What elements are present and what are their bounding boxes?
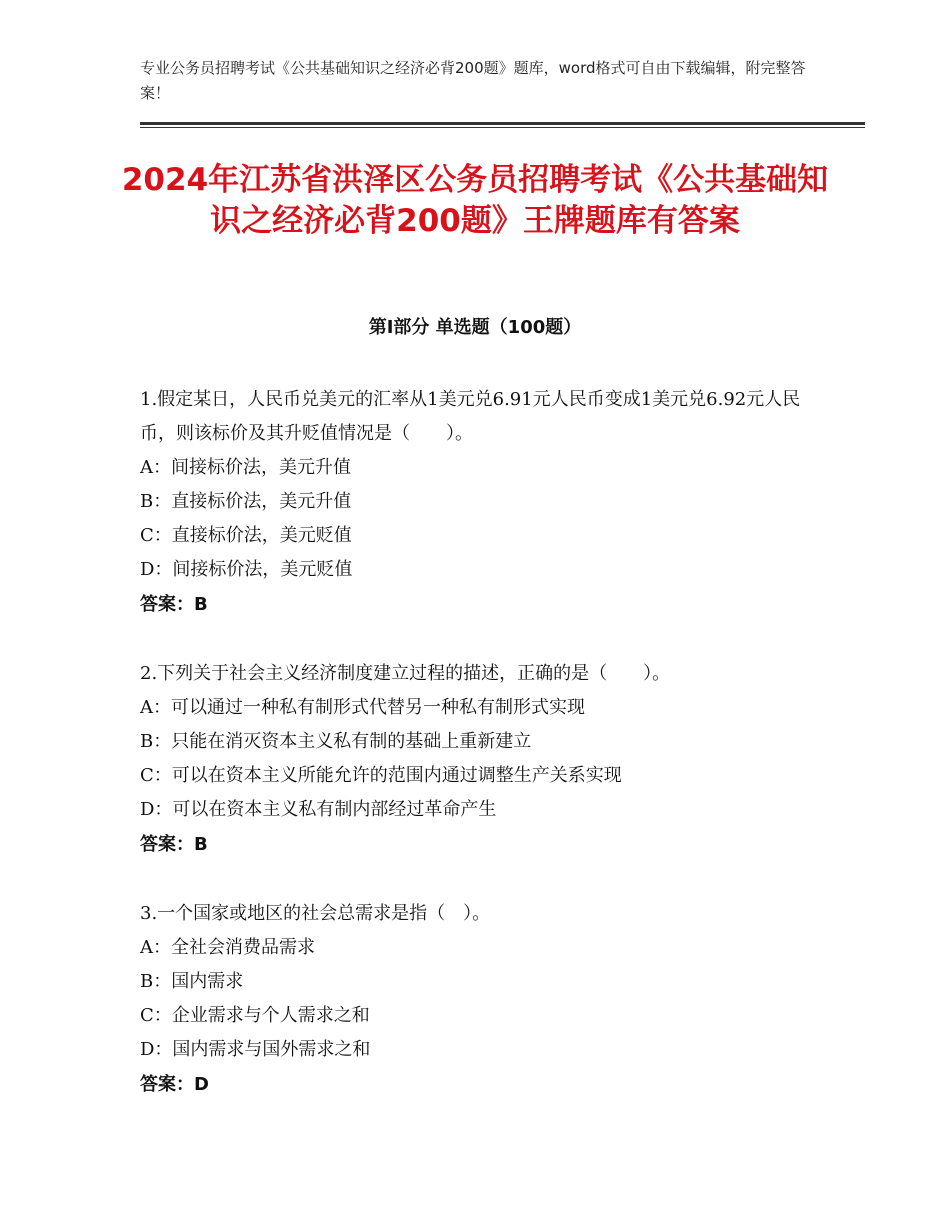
option-d: D：可以在资本主义私有制内部经过革命产生 bbox=[140, 799, 497, 820]
question-stem: 1.假定某日，人民币兑美元的汇率从1美元兑6.91元人民币变成1美元兑6.92元人民币，则该标价及其升贬值情况是（ ）。 bbox=[140, 389, 801, 444]
header-note: 专业公务员招聘考试《公共基础知识之经济必背200题》题库，word格式可自由下载编辑，附完整答案！ bbox=[140, 59, 806, 102]
question-3 bbox=[140, 897, 810, 1103]
question-2 bbox=[140, 657, 810, 863]
option-c: C：可以在资本主义所能允许的范围内通过调整生产关系实现 bbox=[140, 765, 622, 786]
question-1 bbox=[140, 383, 810, 623]
section-title: 第Ⅰ部分 单选题（100题） bbox=[368, 317, 582, 338]
document-title: 2024年江苏省洪泽区公务员招聘考试《公共基础知识之经济必背200题》王牌题库有答案 bbox=[121, 162, 829, 239]
answer: 答案：B bbox=[140, 594, 208, 615]
option-c: C：直接标价法，美元贬值 bbox=[140, 525, 352, 546]
question-stem: 3.一个国家或地区的社会总需求是指（ ）。 bbox=[140, 903, 491, 924]
option-c: C：企业需求与个人需求之和 bbox=[140, 1005, 370, 1026]
option-a: A：间接标价法，美元升值 bbox=[140, 457, 351, 478]
question-list bbox=[140, 383, 810, 1137]
answer: 答案：D bbox=[140, 1074, 209, 1095]
question-stem: 2.下列关于社会主义经济制度建立过程的描述，正确的是（ ）。 bbox=[140, 663, 671, 684]
option-a: A：全社会消费品需求 bbox=[140, 937, 315, 958]
option-d: D：间接标价法，美元贬值 bbox=[140, 559, 353, 580]
option-b: B：国内需求 bbox=[140, 971, 244, 992]
header-divider-thin bbox=[140, 127, 865, 128]
option-b: B：只能在消灭资本主义私有制的基础上重新建立 bbox=[140, 731, 532, 752]
option-a: A：可以通过一种私有制形式代替另一种私有制形式实现 bbox=[140, 697, 585, 718]
option-b: B：直接标价法，美元升值 bbox=[140, 491, 352, 512]
answer: 答案：B bbox=[140, 834, 208, 855]
header-divider-thick bbox=[140, 122, 865, 125]
option-d: D：国内需求与国外需求之和 bbox=[140, 1039, 371, 1060]
